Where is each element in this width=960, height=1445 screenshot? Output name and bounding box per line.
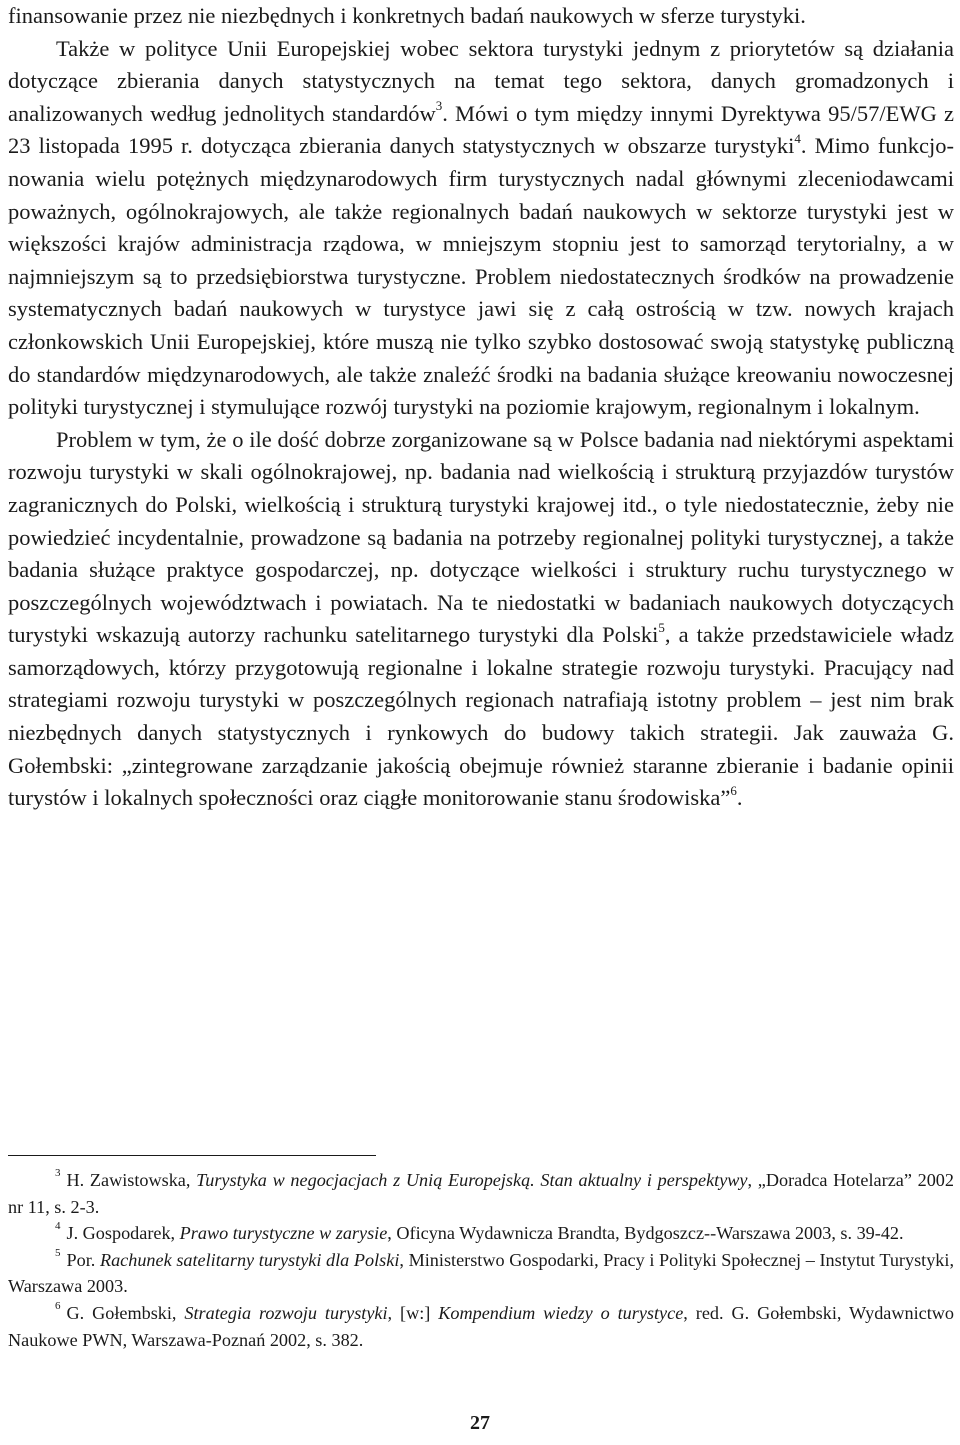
footnote-reference: 5 xyxy=(658,619,665,635)
text-run: , „Doradca Hotelarza” 2002 nr 11, s. 2-3. xyxy=(8,1170,954,1217)
footnote-number: 6 xyxy=(55,1299,61,1312)
footnote xyxy=(8,1247,954,1300)
footnote xyxy=(8,1300,954,1353)
text-run: finansowanie przez nie niezbędnych i konkretnych badań naukowych w sferze turystyki. xyxy=(8,3,806,28)
footnote-separator xyxy=(8,1155,376,1156)
footnote xyxy=(8,1167,954,1220)
text-run: G. Gołembski, xyxy=(66,1302,185,1323)
italic-title: Strategia rozwoju turystyki, xyxy=(184,1302,393,1323)
text-run: . Mimo funkcjonowania wielu potężnych międzynarodowych firm turystycznych nadal głównymi zleceniodawcami poważnych, ogólnokrajowych, ale także regionalnych badań naukowych w sektorze turystyki jest w większości krajów administracja rządowa, w mniejszym stopniu jest to samorząd terytorialny, a w najmniejszym są to przedsiębiorstwa turystyczne. Problem niedostatecznych środków na prowadzenie systematycznych badań naukowych w turystyce jawi się z całą ostrością w tzw. nowych krajach członkowskich Unii Europejskiej, które muszą nie tylko szybko dostosować swoją statystykę publiczną do standardów międzynarodowych, ale także znaleźć środki na badania służące kreowaniu nowoczesnej polityki turystycznej i stymulujące rozwój turystyki na poziomie krajowym, regionalnym i lokalnym. xyxy=(8,133,954,420)
footnote xyxy=(8,1220,954,1247)
page-number: 27 xyxy=(470,1412,490,1434)
text-run: , Ministerstwo Gospodarki, Pracy i Polityki Społecznej – Instytut Turystyki, Warszawa 2003. xyxy=(8,1249,955,1297)
footnote-number: 5 xyxy=(55,1246,61,1259)
text-run: . xyxy=(736,785,743,811)
body-text xyxy=(8,0,954,815)
text-run: Problem w tym, że o ile dość dobrze zorganizowane są w Polsce badania nad niektórymi aspektami rozwoju turystyki w skali ogólnokrajowej, np. badania nad wielkością i strukturą przyjazdów turystów zagranicznych do Polski, wielkością i strukturą turystyki krajowej itd., o tyle niedostatecznie, żeby nie powiedzieć incydentalnie, prowadzone są badania na potrzeby regionalnej polityki turystycznej, a także badania służące praktyce gospodarczej, np. dotyczące wielkości i struktury ruchu turystycznego w poszczególnych województwach i powiatach. Na te niedostatki w badaniach naukowych dotyczących turystyki wskazują autorzy rachunku satelitarnego turystyki dla Polski xyxy=(8,426,954,648)
body-paragraph xyxy=(8,33,954,424)
text-run: , a także przedstawiciele władz samorządowych, którzy przygotowują regionalne i lokalne strategie rozwoju turystyki. Pracujący nad strategiami rozwoju turystyki w poszczególnych regionach natrafiają istotny problem – jest nim brak niezbędnych danych statystycznych i rynkowych do budowy takich strategii. Jak zauważa G. Gołembski: „zintegrowane zarządzanie jakością obejmuje również staranne zbieranie i badanie opinii turystów i lokalnych społeczności oraz ciągłe monitorowanie stanu środowiska” xyxy=(8,622,954,811)
text-run: Także w polityce Unii Europejskiej wobec sektora turystyki jednym z priorytetów są działania dotyczące zbierania danych statystycznych na temat tego sektora, danych gromadzonych i analizowanych według jednolitych standardów xyxy=(8,35,954,126)
text-run: H. Zawistowska, xyxy=(66,1170,197,1190)
italic-title: Rachunek satelitarny turystyki dla Polski xyxy=(99,1249,400,1270)
italic-title: Turystyka w negocjacjach z Unią Europejską. Stan aktualny i perspektywy xyxy=(196,1170,748,1190)
footnote-number: 3 xyxy=(55,1166,61,1179)
text-run: , red. G. Gołembski, Wydawnictwo Naukowe PWN, Warszawa-Poznań 2002, s. 382. xyxy=(8,1302,954,1350)
text-run: , Oficyna Wydawnicza Brandta, Bydgoszcz--Warszawa 2003, s. 39-42. xyxy=(387,1223,904,1244)
body-paragraph xyxy=(8,424,954,815)
text-run: Por. xyxy=(66,1249,100,1270)
footnote-reference: 4 xyxy=(794,130,801,146)
footnote-number: 4 xyxy=(55,1220,61,1233)
text-run: J. Gospodarek, xyxy=(66,1223,180,1244)
document-page xyxy=(8,0,954,815)
text-run: [w:] xyxy=(392,1302,439,1323)
italic-title: Prawo turystyczne w zarysie xyxy=(179,1223,388,1244)
italic-title: Kompendium wiedzy o turystyce xyxy=(438,1302,684,1323)
footnote-reference: 3 xyxy=(435,98,443,114)
footnote-reference: 6 xyxy=(730,782,737,798)
text-run: . Mówi o tym między innymi Dyrektywa 95/57/EWG z 23 listopada 1995 r. dotycząca zbierania danych statystycznych w obszarze turystyki xyxy=(8,100,954,159)
body-paragraph xyxy=(8,0,954,33)
footnotes-section xyxy=(8,1167,954,1353)
